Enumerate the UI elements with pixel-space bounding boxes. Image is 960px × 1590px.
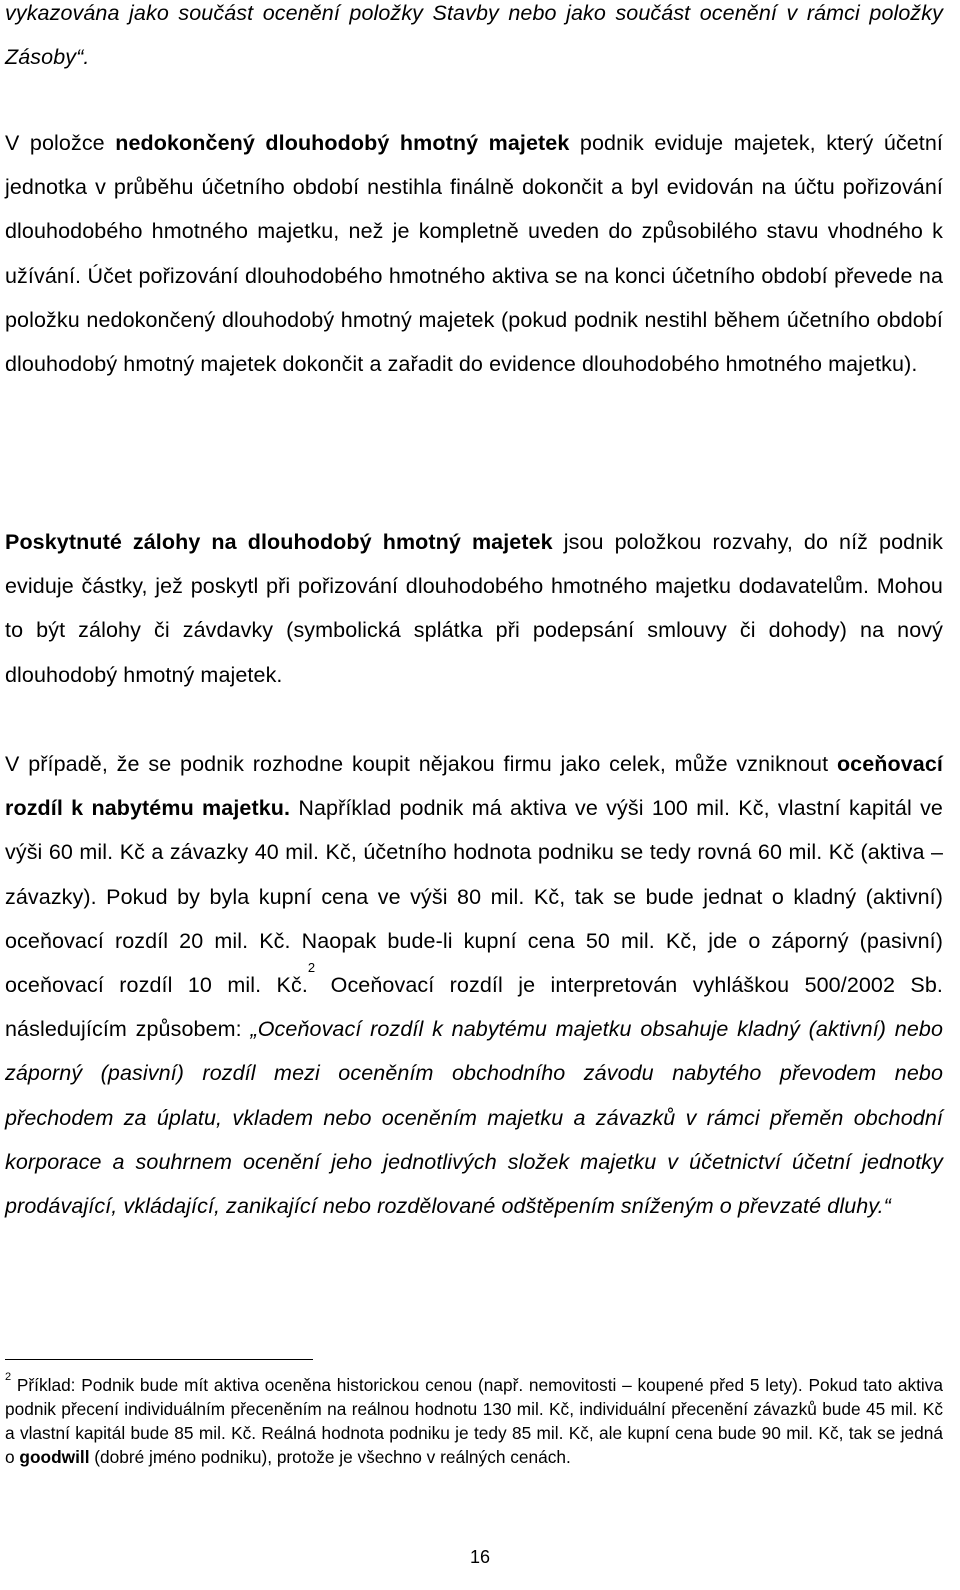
footnote-marker: 2 bbox=[5, 1371, 12, 1383]
text-run: Příklad: Podnik bude mít aktiva oceněna historickou cenou (např. nemovitosti – koupené před 5 lety). Pokud tato aktiva podnik přecení individuálním přeceněním na reálnou hodnotu 130 mil. Kč, individuální přecenění závazků bude 45 mil. Kč a vlastní kapitál bude 85 mil. Kč. Reálná hodnota podniku je tedy 85 mil. Kč, ale kupní cena bude 90 mil. Kč, tak se jedná o bbox=[5, 1375, 943, 1467]
footnote-text bbox=[5, 1375, 943, 1467]
page-number: 16 bbox=[469, 1547, 491, 1567]
text-run: Například podnik má aktiva ve výši 100 mil. Kč, vlastní kapitál ve výši 60 mil. Kč a závazky 40 mil. Kč, účetního hodnota podniku se tedy rovná 60 mil. Kč (aktiva – závazky). Pokud by byla kupní cena ve výši 80 mil. Kč, tak se bude jednat o kladný (aktivní) oceňovací rozdíl 20 mil. Kč. Naopak bude-li kupní cena 50 mil. Kč, jde o záporný (pasivní) oceňovací rozdíl 10 mil. Kč. bbox=[5, 796, 943, 998]
bold-term: goodwill bbox=[19, 1447, 90, 1467]
footnote-2 bbox=[5, 1373, 943, 1469]
text-run: (dobré jméno podniku), protože je všechno v reálných cenách. bbox=[89, 1447, 571, 1467]
text-run: jsou položkou rozvahy, do níž podnik eviduje částky, jež poskytl při pořizování dlouhodobého hmotného majetku dodavatelům. Mohou to být zálohy či závdavky (symbolická splátka při podepsání smlouvy či dohody) na nový dlouhodobý hmotný majetek. bbox=[5, 530, 943, 687]
paragraph-inventory-valuation bbox=[5, 0, 943, 79]
bold-term: nedokončený dlouhodobý hmotný majetek bbox=[115, 131, 570, 155]
footnote-reference: 2 bbox=[307, 960, 316, 976]
text-run: podnik eviduje majetek, který účetní jednotka v průběhu účetního období nestihla finálně dokončit a byl evidován na účtu pořizování dlouhodobého hmotného majetku, než je kompletně uveden do způsobilého stavu vhodného k užívání. Účet pořizování dlouhodobého hmotného aktiva se na konci účetního období převede na položku nedokončený dlouhodobý hmotný majetek (pokud podnik nestihl během účetního období dlouhodobý hmotný majetek dokončit a zařadit do evidence dlouhodobého hmotného majetku). bbox=[5, 131, 943, 377]
bold-term: Poskytnuté zálohy na dlouhodobý hmotný majetek bbox=[5, 530, 553, 554]
text-run: V položce bbox=[5, 131, 116, 155]
paragraph-unfinished-assets bbox=[5, 121, 943, 386]
footnote-separator bbox=[5, 1359, 313, 1360]
text-run: Oceňovací rozdíl je interpretován vyhláškou 500/2002 Sb. následujícím způsobem: bbox=[5, 973, 943, 1042]
paragraph-advance-payments bbox=[5, 520, 943, 697]
italic-quote: vykazována jako součást ocenění položky Stavby nebo jako součást ocenění v rámci položky Zásoby“. bbox=[5, 1, 943, 70]
text-run: V případě, že se podnik rozhodne koupit nějakou firmu jako celek, může vzniknout bbox=[5, 752, 837, 776]
italic-quote: „Oceňovací rozdíl k nabytému majetku obsahuje kladný (aktivní) nebo záporný (pasivní) rozdíl mezi oceněním obchodního závodu nabytého převodem nebo přechodem za úplatu, vkladem nebo oceněním majetku a závazků v rámci přeměn obchodní korporace a souhrnem ocenění jeho jednotlivých složek majetku v účetnictví účetní jednotky prodávající, vkládající, zanikající nebo rozdělované odštěpením sníženým o převzaté dluhy.“ bbox=[5, 1017, 943, 1219]
bold-term: oceňovací rozdíl k nabytému majetku. bbox=[5, 752, 943, 821]
paragraph-valuation-difference bbox=[5, 742, 943, 1228]
